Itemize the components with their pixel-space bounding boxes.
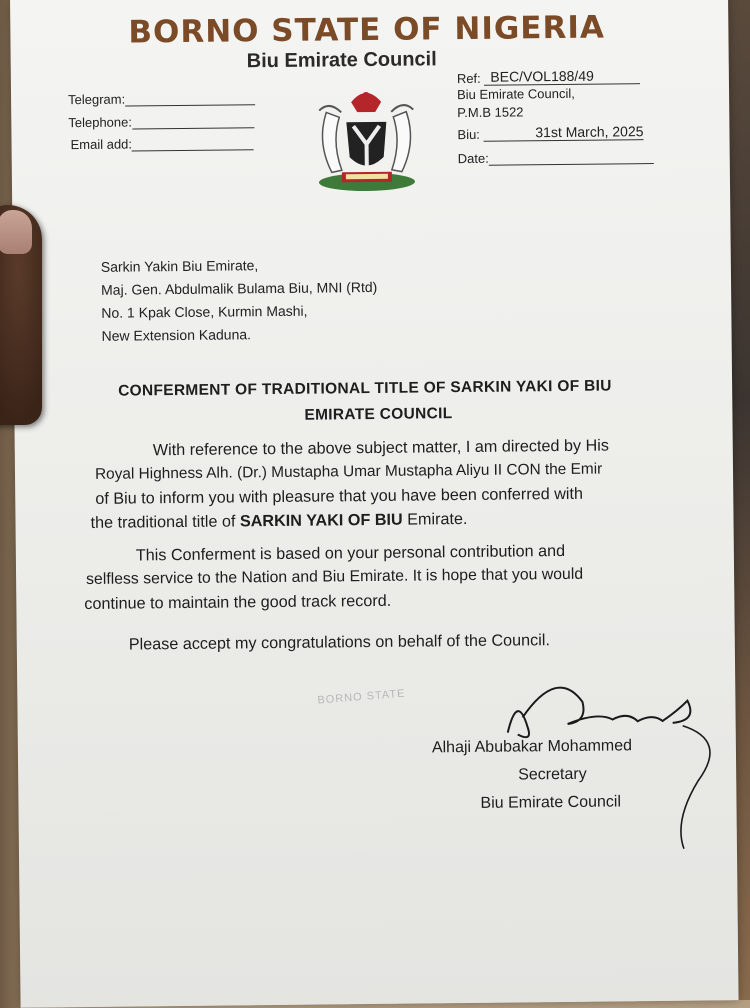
telegram-field — [68, 90, 255, 107]
paragraph-2-line-3: continue to maintain the good track record. — [84, 591, 392, 614]
signatory-organization: Biu Emirate Council — [480, 793, 622, 812]
subject-line-2: EMIRATE COUNCIL — [304, 405, 453, 424]
address-line-2: P.M.B 1522 — [457, 104, 524, 121]
paragraph-1-line-4-text: the traditional title of — [90, 512, 240, 532]
biu-field — [457, 123, 643, 142]
signatory-title: Secretary — [518, 765, 587, 784]
telephone-label: Telephone: — [68, 114, 133, 131]
handwritten-signature — [487, 670, 719, 852]
ref-field — [457, 67, 641, 86]
telegram-label: Telegram: — [68, 91, 126, 108]
signatory-name: Alhaji Abubakar Mohammed — [431, 737, 633, 757]
date-label: Date: — [457, 150, 489, 167]
thumbnail — [0, 210, 32, 254]
paragraph-1-line-3: of Biu to inform you with pleasure that you have been conferred with — [95, 484, 584, 508]
paragraph-1-line-4-end: Emirate. — [402, 509, 468, 529]
telephone-field — [68, 113, 254, 130]
recipient-line-3: No. 1 Kpak Close, Kurmin Mashi, — [101, 302, 308, 321]
ref-label: Ref: — [456, 70, 481, 87]
email-blank — [132, 149, 254, 151]
email-field — [70, 135, 254, 152]
state-heading: BORNO STATE OF NIGERIA — [128, 9, 606, 51]
paragraph-2-line-1: This Conferment is based on your personal contribution and — [135, 541, 566, 565]
title-emphasis: SARKIN YAKI OF BIU — [239, 510, 403, 531]
paragraph-2-line-2: selfless service to the Nation and Biu Emirate. It is hope that you would — [86, 565, 584, 588]
recipient-line-2: Maj. Gen. Abdulmalik Bulama Biu, MNI (Rtd) — [100, 278, 378, 298]
date-blank — [489, 163, 654, 166]
paragraph-1-line-2: Royal Highness Alh. (Dr.) Mustapha Umar Mustapha Aliyu II CON the Emir — [94, 460, 603, 483]
biu-label: Biu: — [457, 126, 480, 143]
address-line-1: Biu Emirate Council, — [456, 85, 575, 103]
recipient-line-1: Sarkin Yakin Biu Emirate, — [100, 257, 259, 275]
telegram-blank — [125, 104, 255, 106]
letter-paper — [10, 0, 739, 1008]
email-label: Email add: — [70, 136, 133, 153]
council-heading: Biu Emirate Council — [246, 48, 437, 73]
date-value: 31st March, 2025 — [483, 123, 643, 142]
faint-stamp: BORNO STATE — [317, 687, 406, 707]
date-field — [458, 149, 654, 166]
ref-value: BEC/VOL188/49 — [484, 67, 640, 86]
paragraph-1-line-4 — [90, 507, 467, 535]
coat-of-arms-emblem — [301, 81, 432, 197]
telephone-blank — [132, 127, 254, 129]
paragraph-3: Please accept my congratulations on behalf of the Council. — [128, 631, 551, 654]
subject-line-1: CONFERMENT OF TRADITIONAL TITLE OF SARKIN YAKI OF BIU — [118, 377, 612, 400]
recipient-line-4: New Extension Kaduna. — [101, 326, 252, 344]
paragraph-1-line-1: With reference to the above subject matter, I am directed by His — [152, 436, 610, 460]
